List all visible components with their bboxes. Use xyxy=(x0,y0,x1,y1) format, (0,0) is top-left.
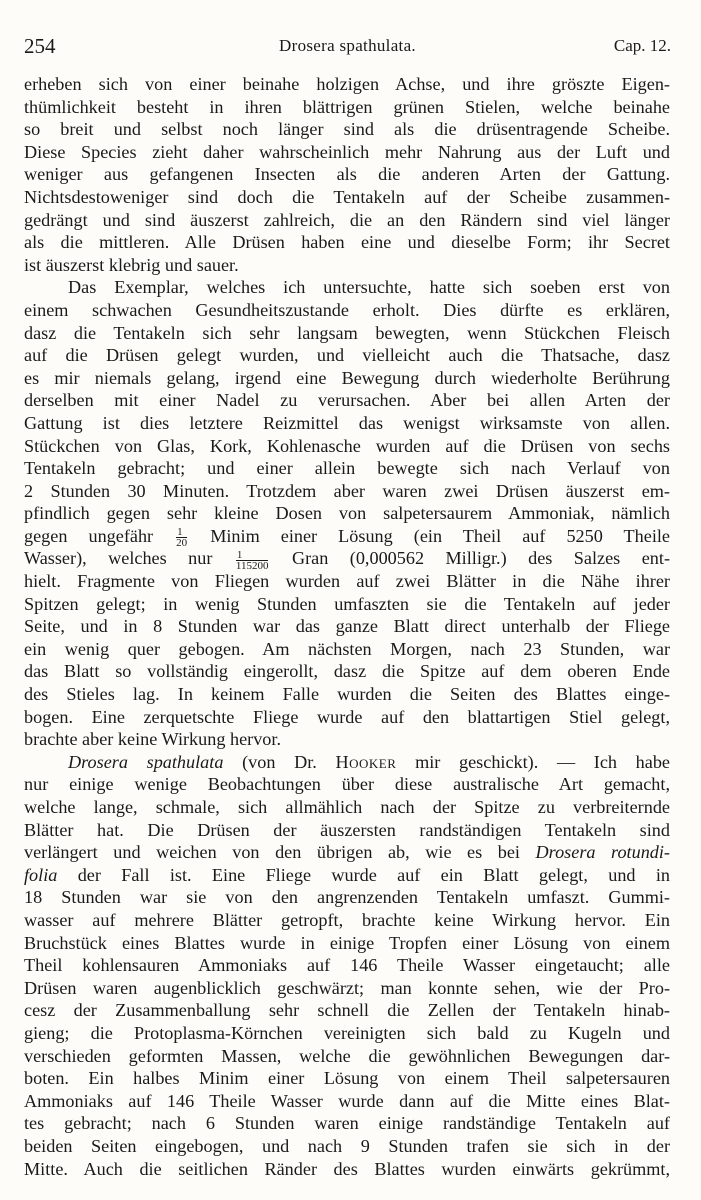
line-text: Drüsen waren augenblicklich geschwärzt; man konnte sehen, wie der Pro- xyxy=(24,977,670,998)
line-text: einem schwachen Gesundheitszustande erholt. Dies dürfte es erklären, xyxy=(24,299,670,320)
text-line xyxy=(24,344,670,367)
line-text: Spitzen gelegt; in wenig Stunden umfaszten sie die Tentakeln auf jeder xyxy=(24,593,670,614)
line-text: gegen ungefähr xyxy=(24,525,154,546)
text-line xyxy=(24,954,670,977)
fraction-denominator: 20 xyxy=(176,537,188,548)
text-line xyxy=(24,480,670,503)
page-header xyxy=(24,30,671,62)
text-line xyxy=(24,254,670,277)
line-text: hielt. Fragmente von Fliegen wurden auf zwei Blätter in die Nähe ihrer xyxy=(24,571,670,592)
line-text: wasser auf mehrere Blätter getropft, brachte keine Wirkung hervor. Ein xyxy=(24,909,670,930)
line-text: auf die Drüsen gelegt wurden, und vielleicht auch die Thatsache, dasz xyxy=(24,345,670,366)
line-text: Mitte. Auch die seitlichen Ränder des Blattes wurden einwärts gekrümmt, xyxy=(24,1158,670,1179)
line-text: als die mittleren. Alle Drüsen haben eine und dieselbe Form; ihr Secret xyxy=(24,232,670,253)
line-text: cesz der Zusammenballung sehr schnell die Zellen der Tentakeln hinab- xyxy=(24,1000,670,1021)
line-text: Ammoniaks auf 146 Theile Wasser wurde dann auf die Mitte eines Blat- xyxy=(24,1090,670,1111)
line-text: Bruchstück eines Blattes wurde in einige Tropfen einer Lösung von einem xyxy=(24,932,670,953)
text-line xyxy=(24,638,670,661)
line-text: derselben mit einer Nadel zu verursachen. Aber bei allen Arten der xyxy=(24,390,670,411)
line-text: es mir niemals gelang, irgend eine Bewegung durch wiederholte Berührung xyxy=(24,367,670,388)
text-line xyxy=(24,502,670,525)
text-line xyxy=(24,615,670,638)
text-line xyxy=(24,751,670,774)
text-line xyxy=(24,728,670,751)
line-text: Gran (0,000562 Milligr.) des Salzes ent- xyxy=(291,548,670,569)
text-line xyxy=(24,96,670,119)
line-text: Nichtsdestoweniger sind doch die Tentakeln auf der Scheibe zusammen- xyxy=(24,186,670,207)
text-line xyxy=(24,660,670,683)
fraction xyxy=(236,550,269,570)
text-line xyxy=(24,435,670,458)
text-line xyxy=(24,932,670,955)
body-text xyxy=(24,73,670,1180)
line-text: das Blatt so vollständig eingerollt, dasz die Spitze auf dem oberen Ende xyxy=(24,661,670,682)
text-line xyxy=(24,706,670,729)
line-text: Wasser), welches nur xyxy=(24,548,213,569)
page-number: 254 xyxy=(24,34,56,58)
line-text: Diese Species zieht daher wahrscheinlich mehr Nahrung aus der Luft und xyxy=(24,141,670,162)
fraction xyxy=(176,527,187,547)
text-line xyxy=(24,163,670,186)
text-line xyxy=(24,1090,670,1113)
line-text: (von Dr. xyxy=(242,751,336,772)
line-text: beiden Seiten eingebogen, und nach 9 Stunden trafen sie sich in der xyxy=(24,1135,670,1156)
line-text: Minim einer Lösung (ein Theil auf 5250 Theile xyxy=(210,525,670,546)
line-text: boten. Ein halbes Minim einer Lösung von einem Theil salpetersauren xyxy=(24,1068,670,1089)
text-line xyxy=(24,999,670,1022)
line-text: 18 Stunden war sie von den angrenzenden Tentakeln umfaszt. Gummi- xyxy=(24,887,670,908)
fraction-numerator: 1 xyxy=(176,527,187,538)
text-line xyxy=(24,909,670,932)
text-line xyxy=(24,73,670,96)
line-text: nur einige wenige Beobachtungen über diese australische Art gemacht, xyxy=(24,774,670,795)
text-line xyxy=(24,1135,670,1158)
fraction-numerator: 1 xyxy=(236,550,269,561)
text-line xyxy=(24,841,670,864)
author-name: Hooker xyxy=(335,751,397,772)
italic-term: Drosera rotundi- xyxy=(535,842,670,863)
line-text: so breit und selbst noch länger sind als die drüsentragende Scheibe. xyxy=(24,119,670,140)
line-text: pfindlich gegen sehr kleine Dosen von salpetersaurem Ammoniak, nämlich xyxy=(24,503,670,524)
text-line xyxy=(24,525,670,548)
text-line xyxy=(24,819,670,842)
text-line xyxy=(24,118,670,141)
text-line xyxy=(24,864,670,887)
line-text: bogen. Eine zerquetschte Fliege wurde auf den blattartigen Stiel gelegt, xyxy=(24,706,670,727)
text-line xyxy=(24,389,670,412)
line-text: gedrängt und sind äuszerst zahlreich, die an den Rändern sind viel länger xyxy=(24,209,670,230)
text-line xyxy=(24,367,670,390)
line-text: Blätter hat. Die Drüsen der äuszersten randständigen Tentakeln sind xyxy=(24,819,670,840)
line-text: verschieden geformten Massen, welche die gewöhnlichen Bewegungen dar- xyxy=(24,1045,670,1066)
text-line xyxy=(24,1112,670,1135)
line-text: ist äuszerst klebrig und sauer. xyxy=(24,254,239,275)
text-line xyxy=(24,683,670,706)
line-text: 2 Stunden 30 Minuten. Trotzdem aber waren zwei Drüsen äuszerst em- xyxy=(24,480,670,501)
text-line xyxy=(24,412,670,435)
line-text: Tentakeln gebracht; und einer allein bewegte sich nach Verlauf von xyxy=(24,458,670,479)
line-text: tes gebracht; nach 6 Stunden waren einige randständige Tentakeln auf xyxy=(24,1113,670,1134)
text-line xyxy=(24,457,670,480)
text-line xyxy=(24,1067,670,1090)
text-line xyxy=(24,977,670,1000)
text-line xyxy=(24,1045,670,1068)
fraction-denominator: 115200 xyxy=(235,559,269,571)
line-text: verlängert und weichen von den übrigen ab, wie es bei xyxy=(24,842,520,863)
text-line xyxy=(24,209,670,232)
text-line xyxy=(24,276,670,299)
text-line xyxy=(24,547,670,570)
text-line xyxy=(24,796,670,819)
text-line xyxy=(24,1158,670,1181)
line-text: Seite, und in 8 Stunden war das ganze Blatt direct unterhalb der Fliege xyxy=(24,616,670,637)
text-line xyxy=(24,773,670,796)
line-text: mir geschickt). — Ich habe xyxy=(396,751,670,772)
text-line xyxy=(24,231,670,254)
line-text: Stückchen von Glas, Kork, Kohlenasche wurden auf die Drüsen von sechs xyxy=(24,435,670,456)
text-line xyxy=(24,322,670,345)
line-text: weniger aus gefangenen Insecten als die anderen Arten der Gattung. xyxy=(24,164,670,185)
species-heading: Drosera spathulata xyxy=(68,751,224,772)
line-text: Gattung ist dies letztere Reizmittel das wenigst wirksamste von allen. xyxy=(24,412,670,433)
line-text: ein wenig quer gebogen. Am nächsten Morgen, nach 23 Stunden, war xyxy=(24,638,670,659)
line-text: Das Exemplar, welches ich untersuchte, hatte sich soeben erst von xyxy=(68,277,670,298)
text-line xyxy=(24,570,670,593)
text-line xyxy=(24,299,670,322)
line-text: welche lange, schmale, sich allmählich nach der Spitze zu verbreiternde xyxy=(24,797,670,817)
line-text: des Stieles lag. In keinem Falle wurden die Seiten des Blattes einge- xyxy=(24,684,670,705)
line-text: der Fall ist. Eine Fliege wurde auf ein Blatt gelegt, und in xyxy=(77,864,670,885)
line-text: Theil kohlensauren Ammoniaks auf 146 Theile Wasser eingetaucht; alle xyxy=(24,955,670,976)
line-text: brachte aber keine Wirkung hervor. xyxy=(24,729,281,750)
italic-term: folia xyxy=(24,864,58,885)
text-line xyxy=(24,886,670,909)
text-line xyxy=(24,593,670,616)
text-line xyxy=(24,186,670,209)
line-text: erheben sich von einer beinahe holzigen Achse, und ihre gröszte Eigen- xyxy=(24,74,670,94)
line-text: thümlichkeit besteht in ihren blättrigen grünen Stielen, welche beinahe xyxy=(24,96,670,117)
line-text: dasz die Tentakeln sich sehr langsam bewegten, wenn Stückchen Fleisch xyxy=(24,322,670,343)
line-text: gieng; die Protoplasma-Körnchen vereinigten sich bald zu Kugeln und xyxy=(24,1022,670,1043)
chapter-label: Cap. 12. xyxy=(613,36,671,55)
running-title: Drosera spathulata. xyxy=(279,36,416,55)
text-line xyxy=(24,1022,670,1045)
text-line xyxy=(24,141,670,164)
